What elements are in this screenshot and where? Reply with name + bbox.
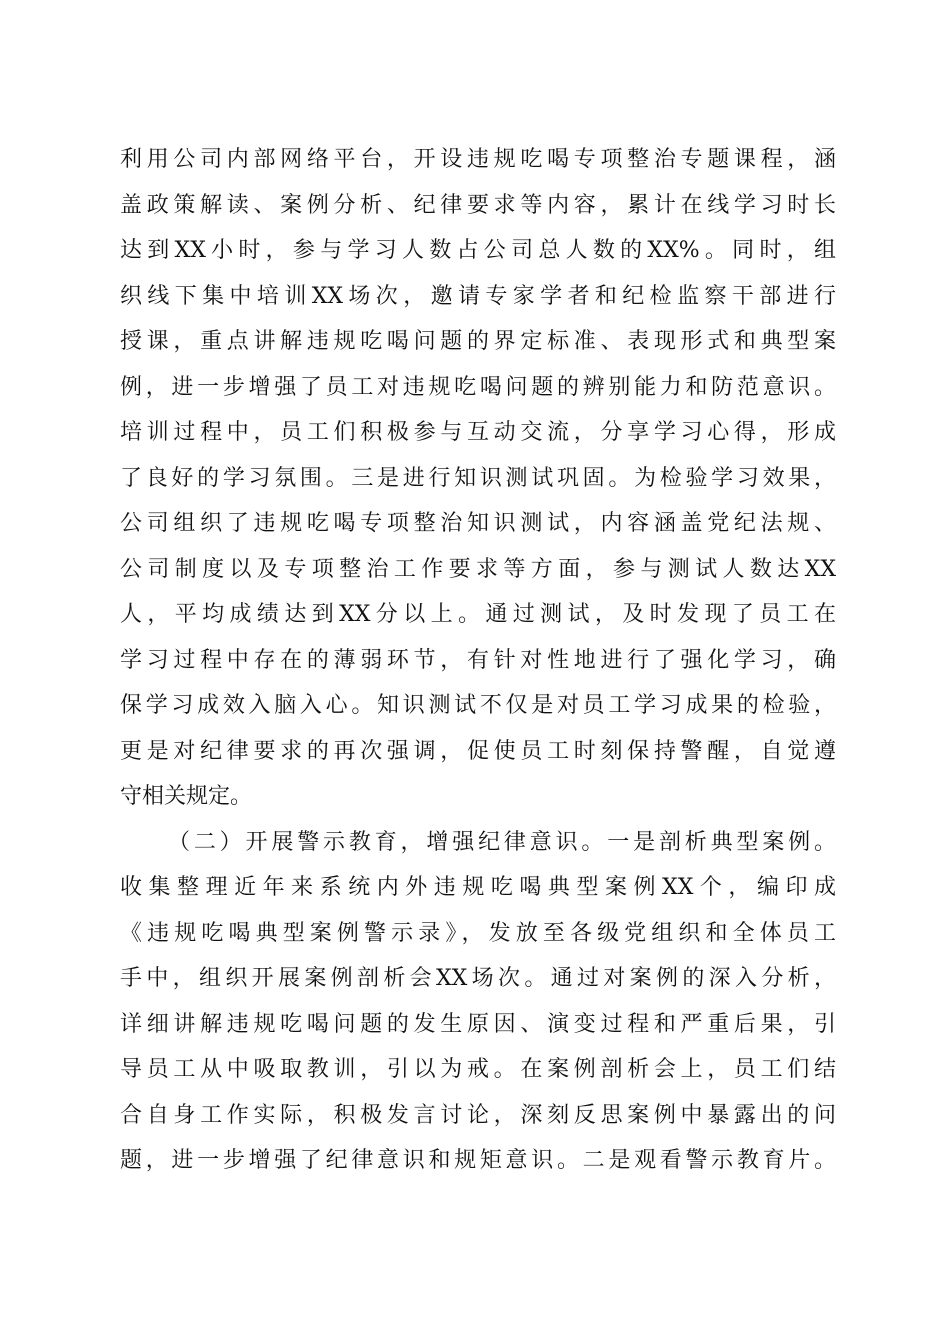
text-line-4: 织线下集中培训XX场次，邀请专家学者和纪检监察干部进行 [120,284,836,309]
text-line-8: 了良好的学习氛围。三是进行知识测试巩固。为检验学习效果， [120,466,836,491]
text-line-21: 导员工从中吸取教训，引以为戒。在案例剖析会上，员工们结 [120,1057,836,1082]
text-line-11: 人，平均成绩达到XX分以上。通过测试，及时发现了员工在 [120,602,836,627]
text-line-12: 学习过程中存在的薄弱环节，有针对性地进行了强化学习，确 [120,648,836,673]
text-line-3: 达到XX小时，参与学习人数占公司总人数的XX%。同时，组 [120,238,836,263]
text-line-14: 更是对纪律要求的再次强调，促使员工时刻保持警醒，自觉遵 [120,739,836,764]
text-line-23: 题，进一步增强了纪律意识和规矩意识。二是观看警示教育片。 [120,1148,836,1173]
text-line-1: 利用公司内部网络平台，开设违规吃喝专项整治专题课程，涵 [120,147,836,172]
text-line-17: 收集整理近年来系统内外违规吃喝典型案例XX个，编印成 [120,875,836,900]
text-line-10: 公司制度以及专项整治工作要求等方面，参与测试人数达XX [120,557,836,582]
text-line-6: 例，进一步增强了员工对违规吃喝问题的辨别能力和防范意识。 [120,375,836,400]
text-line-20: 详细讲解违规吃喝问题的发生原因、演变过程和严重后果，引 [120,1012,836,1037]
text-line-13: 保学习成效入脑入心。知识测试不仅是对员工学习成果的检验， [120,693,836,718]
text-line-15: 守相关规定。 [120,784,253,809]
text-line-18: 《违规吃喝典型案例警示录》，发放至各级党组织和全体员工 [120,921,836,946]
text-line-19: 手中，组织开展案例剖析会XX场次。通过对案例的深入分析， [120,966,836,991]
text-line-22: 合自身工作实际，积极发言讨论，深刻反思案例中暴露出的问 [120,1103,836,1128]
section-heading-line: （二）开展警示教育，增强纪律意识。一是剖析典型案例。 [168,830,836,855]
text-line-7: 培训过程中，员工们积极参与互动交流，分享学习心得，形成 [120,420,836,445]
text-line-5: 授课，重点讲解违规吃喝问题的界定标准、表现形式和典型案 [120,329,836,354]
text-line-2: 盖政策解读、案例分析、纪律要求等内容，累计在线学习时长 [120,193,836,218]
text-line-9: 公司组织了违规吃喝专项整治知识测试，内容涵盖党纪法规、 [120,511,836,536]
